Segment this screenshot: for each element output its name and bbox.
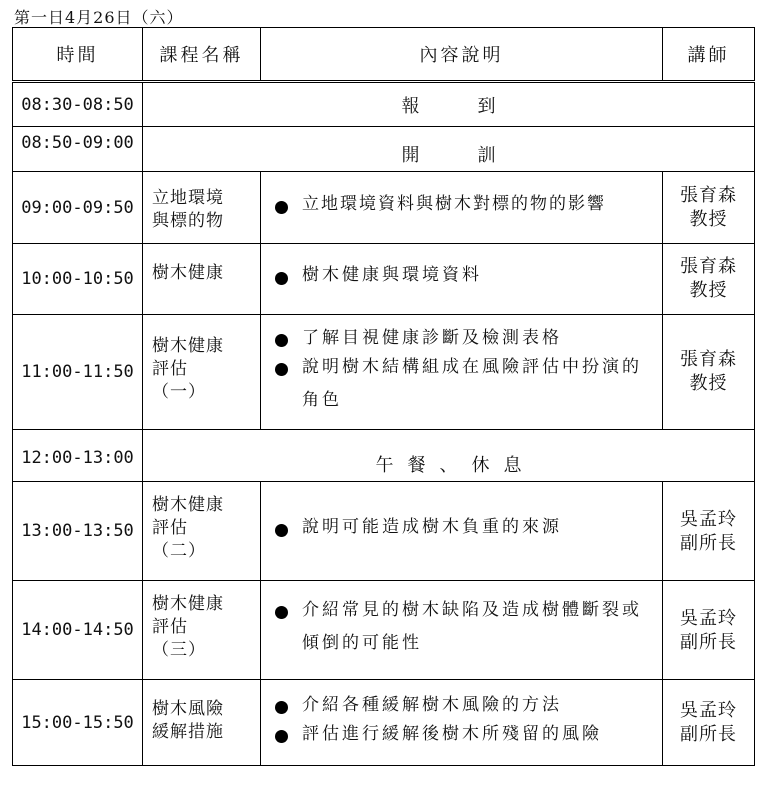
table-row: [13, 244, 755, 315]
teacher-name: 張育森: [680, 184, 737, 206]
course-line: 樹木健康: [152, 336, 224, 356]
course-cell: [143, 680, 261, 766]
bullet-item: [273, 724, 662, 751]
header-content: 內容說明: [261, 28, 663, 82]
table-row: [13, 430, 755, 482]
course-line: 樹木健康: [152, 594, 224, 614]
header-course: 課程名稱: [143, 28, 261, 82]
bullet-text: 介紹各種緩解樹木風險的方法: [302, 694, 562, 715]
time-cell: 10:00-10:50: [13, 244, 143, 315]
course-line: 緩解措施: [152, 722, 224, 742]
table-row: [13, 172, 755, 244]
bullet-icon: [275, 730, 288, 743]
header-row: [13, 28, 755, 82]
table-row: [13, 482, 755, 581]
full-span-text: 開訓: [401, 145, 554, 166]
time-cell: 11:00-11:50: [13, 315, 143, 430]
teacher-name: 吳孟玲: [680, 509, 737, 530]
bullet-item: [273, 518, 662, 544]
bullet-text: 說明樹木結構組成在風險評估中扮演的角色: [302, 356, 642, 410]
course-line: 樹木健康: [152, 495, 224, 515]
time-cell: 15:00-15:50: [13, 680, 143, 766]
time-cell: 09:00-09:50: [13, 172, 143, 244]
course-line: 評估: [152, 359, 188, 379]
table-row: [13, 315, 755, 430]
full-span-text: 報到: [401, 95, 554, 117]
full-span-cell: [143, 430, 755, 482]
course-line: （三）: [152, 640, 206, 660]
course-line: 評估: [152, 518, 188, 538]
content-cell: [261, 172, 663, 244]
bullet-text: 樹木健康與環境資料: [302, 265, 482, 285]
header-teacher: 講師: [663, 28, 755, 82]
full-span-cell: [143, 82, 755, 127]
table-row: [13, 82, 755, 127]
schedule-table: [12, 27, 755, 766]
course-line: 樹木風險: [152, 699, 224, 719]
teacher-name: 張育森: [680, 349, 737, 370]
teacher-cell: [663, 172, 755, 244]
course-cell: [143, 244, 261, 315]
bullet-text: 評估進行緩解後樹木所殘留的風險: [302, 723, 602, 744]
time-cell: 12:00-13:00: [13, 430, 143, 482]
table-row: [13, 680, 755, 766]
teacher-cell: [663, 680, 755, 766]
course-cell: [143, 581, 261, 680]
course-line: 與標的物: [152, 210, 224, 231]
teacher-cell: [663, 482, 755, 581]
teacher-cell: [663, 244, 755, 315]
bullet-icon: [275, 701, 288, 714]
day-title: 第一日4月26日（六）: [14, 8, 184, 27]
teacher-title: 副所長: [680, 533, 737, 554]
teacher-title: 教授: [689, 208, 728, 230]
bullet-text: 了解目視健康診斷及檢測表格: [302, 327, 562, 348]
teacher-cell: [663, 581, 755, 680]
bullet-icon: [275, 272, 288, 285]
header-time: 時間: [13, 28, 143, 82]
course-line: （二）: [152, 541, 206, 561]
full-span-text: 午餐、休息: [375, 455, 536, 476]
teacher-title: 副所長: [680, 632, 737, 653]
bullet-text: 介紹常見的樹木缺陷及造成樹體斷裂或傾倒的可能性: [302, 600, 642, 653]
teacher-name: 吳孟玲: [680, 608, 737, 629]
bullet-item: [273, 600, 662, 660]
teacher-name: 吳孟玲: [680, 699, 737, 721]
content-cell: [261, 680, 663, 766]
content-cell: [261, 315, 663, 430]
bullet-item: [273, 195, 662, 221]
content-cell: [261, 482, 663, 581]
teacher-name: 張育森: [680, 256, 737, 277]
bullet-icon: [275, 334, 288, 347]
bullet-icon: [275, 201, 288, 214]
time-cell: 13:00-13:50: [13, 482, 143, 581]
bullet-text: 立地環境資料與樹木對標的物的影響: [302, 193, 606, 214]
bullet-item: [273, 357, 662, 417]
full-span-cell: [143, 127, 755, 172]
content-cell: [261, 581, 663, 680]
bullet-icon: [275, 363, 288, 376]
table-row: [13, 581, 755, 680]
course-line: （一）: [152, 382, 206, 402]
course-cell: [143, 172, 261, 244]
course-line: 立地環境: [152, 187, 224, 208]
teacher-title: 教授: [689, 280, 728, 301]
course-line: 樹木健康: [152, 263, 224, 283]
time-cell: 08:50-09:00: [13, 127, 143, 172]
teacher-cell: [663, 315, 755, 430]
course-cell: [143, 482, 261, 581]
bullet-text: 說明可能造成樹木負重的來源: [302, 517, 562, 537]
bullet-icon: [275, 524, 288, 537]
time-cell: 14:00-14:50: [13, 581, 143, 680]
teacher-title: 教授: [689, 373, 728, 394]
bullet-item: [273, 266, 662, 292]
content-cell: [261, 244, 663, 315]
course-cell: [143, 315, 261, 430]
course-line: 評估: [152, 617, 188, 637]
table-row: [13, 127, 755, 172]
bullet-icon: [275, 606, 288, 619]
time-cell: 08:30-08:50: [13, 82, 143, 127]
teacher-title: 副所長: [680, 723, 737, 745]
